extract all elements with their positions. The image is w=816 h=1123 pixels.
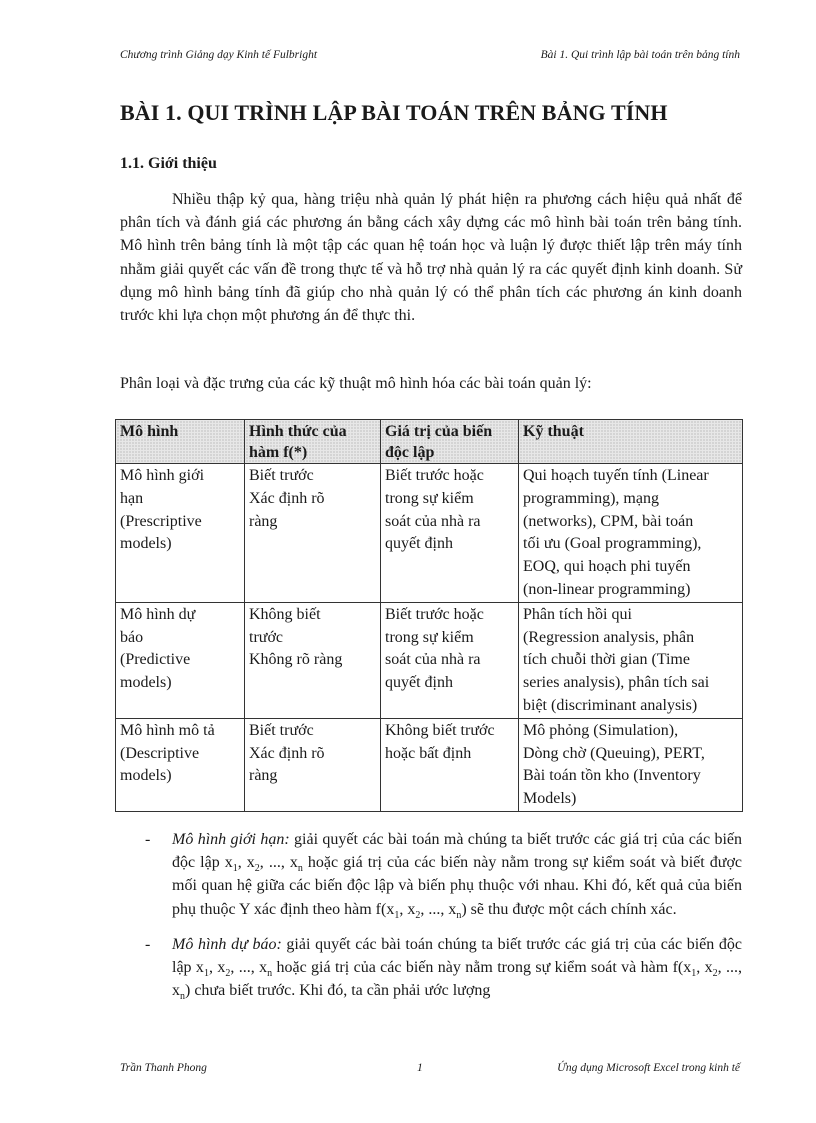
- lesson-title: BÀI 1. QUI TRÌNH LẬP BÀI TOÁN TRÊN BẢNG TÍNH: [120, 100, 668, 125]
- table-cell: Qui hoạch tuyến tính (Linear programming), mạng (networks), CPM, bài toán tối ưu (Goal programming), EOQ, qui hoạch phi tuyến (non-linear programming): [519, 464, 743, 603]
- running-footer: [120, 1062, 740, 1074]
- page-number: 1: [417, 1062, 423, 1074]
- header-cell: Giá trị của biến độc lập: [381, 420, 519, 464]
- table-cell: Mô phỏng (Simulation), Dòng chờ (Queuing), PERT, Bài toán tồn kho (Inventory Models): [519, 718, 743, 811]
- dash-bullet: -: [145, 935, 151, 953]
- table-row: [116, 602, 743, 718]
- model-definitions-list: [120, 828, 742, 1014]
- table-intro: Phân loại và đặc trưng của các kỹ thuật mô hình hóa các bài toán quản lý:: [120, 375, 592, 392]
- table-cell: Biết trước hoặc trong sự kiểm soát của nhà ra quyết định: [381, 464, 519, 603]
- header-right: Bài 1. Qui trình lập bài toán trên bảng tính: [540, 49, 740, 61]
- list-item: - Mô hình giới hạn: giải quyết các bài toán mà chúng ta biết trước các giá trị của các biến độc lập $x_1$, $x_2$, ..., $x_n$ hoặc giá trị của các biến này nằm trong sự kiểm soát và biết được mối quan hệ giữa các biến độc lập và biến phụ thuộc với nhau. Khi đó, kết quả của biến phụ thuộc Y xác định theo hàm $f(x_1$, $x_2$, ..., $x_n$) sẽ thu được một cách chính xác.: [120, 828, 742, 921]
- table-cell: Mô hình giới hạn (Prescriptive models): [116, 464, 245, 603]
- table-cell: Mô hình mô tả (Descriptive models): [116, 718, 245, 811]
- table-cell: Không biết trước Không rõ ràng: [245, 602, 381, 718]
- table-cell: Không biết trước hoặc bất định: [381, 718, 519, 811]
- intro-paragraph: Nhiều thập kỷ qua, hàng triệu nhà quản lý phát hiện ra phương cách hiệu quả nhất để phân tích và đánh giá các phương án bằng cách xây dựng các mô hình bài toán trên bảng tính. Mô hình trên bảng tính là một tập các quan hệ toán học và luận lý được thiết lập trên máy tính nhằm giải quyết các vấn đề trong thực tế và hỗ trợ nhà quản lý ra các quyết định kinh doanh. Sử dụng mô hình bảng tính đã giúp cho nhà quản lý có thể phân tích các phương án kinh doanh trước khi lựa chọn một phương án để thực thi.: [120, 191, 742, 325]
- model-classification-table: [115, 419, 743, 812]
- term: Mô hình dự báo:: [172, 935, 282, 953]
- footer-author: Trần Thanh Phong: [120, 1062, 207, 1074]
- table-row: [116, 718, 743, 811]
- table-cell: Biết trước Xác định rõ ràng: [245, 718, 381, 811]
- table-cell: Biết trước Xác định rõ ràng: [245, 464, 381, 603]
- list-item: - Mô hình dự báo: giải quyết các bài toán chúng ta biết trước các giá trị của các biến độc lập $x_1$, $x_2$, ..., $x_n$ hoặc giá trị của các biến này nằm trong sự kiểm soát và hàm $f(x_1$, $x_2$, ..., $x_n$) chưa biết trước. Khi đó, ta cần phải ước lượng: [120, 933, 742, 1003]
- term: Mô hình giới hạn:: [172, 831, 290, 848]
- table-row: [116, 464, 743, 603]
- section-heading: 1.1. Giới thiệu: [120, 155, 217, 172]
- table-cell: Mô hình dự báo (Predictive models): [116, 602, 245, 718]
- dash-bullet: -: [145, 831, 151, 848]
- table-cell: Phân tích hồi qui (Regression analysis, phân tích chuỗi thời gian (Time series analysis), phân tích sai biệt (discriminant analysis): [519, 602, 743, 718]
- footer-right: Ứng dụng Microsoft Excel trong kinh tế: [557, 1062, 740, 1074]
- table-header-row: [116, 420, 743, 464]
- header-cell: Mô hình: [116, 420, 245, 464]
- running-header: [120, 49, 740, 61]
- header-cell: Kỹ thuật: [519, 420, 743, 464]
- header-left: Chương trình Giảng dạy Kinh tế Fulbright: [120, 49, 318, 61]
- header-cell: Hình thức của hàm f(*): [245, 420, 381, 464]
- table-cell: Biết trước hoặc trong sự kiểm soát của nhà ra quyết định: [381, 602, 519, 718]
